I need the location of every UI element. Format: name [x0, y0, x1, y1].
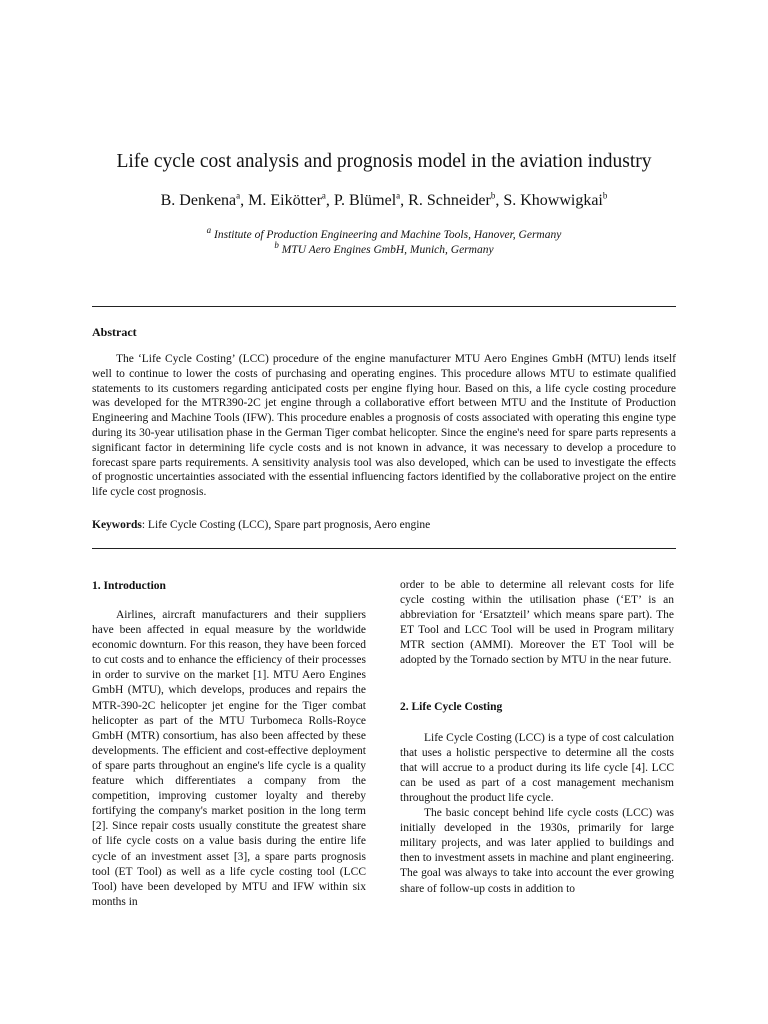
top-divider — [92, 306, 676, 307]
affiliation-b — [0, 240, 768, 258]
author-list — [0, 190, 768, 212]
author-name: S. Khowwigkai — [503, 192, 603, 209]
left-column — [92, 578, 366, 910]
affiliation-mark: a — [206, 225, 212, 236]
author-name: B. Denkena — [160, 192, 237, 209]
author-affiliation-mark: b — [602, 190, 608, 201]
author-separator: , — [495, 192, 504, 209]
author-affiliation-mark: a — [396, 190, 401, 201]
keywords-line — [92, 518, 676, 533]
right-column — [400, 578, 674, 897]
abstract-heading: Abstract — [92, 325, 137, 339]
intro-paragraph-continued: order to be able to determine all relevant costs for life cycle costing within the utilisation phase (‘ET’ is an abbreviation for ‘Ersatzteil’ which means spare part). The ET Tool and LCC Tool will be used in Program military MTR section (AMMI). Moreover the ET Tool will be adopted by the Tornado section by MTU in the near future. — [400, 579, 674, 667]
lcc-paragraph-1: Life Cycle Costing (LCC) is a type of cost calculation that uses a holistic perspective to determine all the costs that will accrue to a product during its life cycle [4]. LCC can be used as part of a cost management mechanism throughout the product life cycle. — [400, 731, 674, 804]
keywords-label: Keywords — [92, 519, 142, 531]
author-affiliation-mark: a — [321, 190, 326, 201]
abstract-text: The ‘Life Cycle Costing’ (LCC) procedure of the engine manufacturer MTU Aero Engines GmbH (MTU) lends itself well to continue to lower the costs of purchasing and operating engines. This procedure allows MTU to estimate qualified statements to its customers regarding anticipated costs per engine flying hour. Based on this, a life cycle costing procedure was developed for the MTR390-2C jet engine through a collaborative effort between MTU and the Institute of Production Engineering and Machine Tools (IFW). This procedure enables a prognosis of costs associated with operating this engine type during its 30-year utilisation phase in the German Tiger combat helicopter. Since the engine's need for spare parts represents a significant factor in determining life cycle costs and is not known in advance, it was necessary to develop a procedure to forecast spare parts requirements. A sensitivity analysis tool was also developed, which can be used to investigate the effects of prognostic uncertainties associated with the essential influencing factors identified by the collaborative project on the entire life cycle cost prognosis. — [92, 353, 676, 499]
keywords-text: : Life Cycle Costing (LCC), Spare part prognosis, Aero engine — [141, 519, 431, 531]
affiliation-text: Institute of Production Engineering and Machine Tools, Hanover, Germany — [214, 229, 562, 241]
author-separator: , — [325, 192, 334, 209]
author-name: R. Schneider — [408, 192, 491, 209]
affiliation-text: MTU Aero Engines GmbH, Munich, Germany — [281, 244, 494, 256]
affiliation-mark: b — [274, 240, 279, 251]
lcc-paragraph-2: The basic concept behind life cycle costs (LCC) was initially developed in the 1930s, primarily for large military projects, and was later applied to buildings and then to investment assets in machine and plant engineering. The goal was always to take into account the ever growing share of follow-up costs in addition to — [400, 807, 674, 895]
affiliation-a — [0, 225, 768, 243]
author-separator: , — [240, 192, 249, 209]
paper-title: Life cycle cost analysis and prognosis model in the aviation industry — [116, 151, 652, 172]
author-separator: , — [400, 192, 409, 209]
section-heading-introduction: 1. Introduction — [92, 580, 166, 592]
bottom-divider — [92, 548, 676, 549]
intro-paragraph: Airlines, aircraft manufacturers and their suppliers have been affected in equal measure by the worldwide economic downturn. For this reason, they have been forced to cut costs and to enhance the efficiency of their processes in order to survive on the market [1]. MTU Aero Engines GmbH (MTU), which develops, produces and repairs the MTR-390-2C helicopter jet engine for the Tiger combat helicopter as part of the MTU Turbomeca Rolls-Royce GmbH (MTR) consortium, has also been affected by these developments. The efficient and cost-effective deployment of spare parts throughout an engine's life cycle is a quality feature which differentiates a company from the competition, improving customer loyalty and thereby fortifying the company's market position in the long term [2]. Since repair costs usually constitute the greatest share of life cycle costs on a value basis during the entire life cycle of an investment asset [3], a spare parts prognosis tool (ET Tool) as well as a life cycle costing tool (LCC Tool) have been developed by MTU and IFW within six months in — [92, 609, 366, 908]
author-affiliation-mark: a — [236, 190, 241, 201]
author-name: M. Eikötter — [248, 192, 322, 209]
author-name: P. Blümel — [333, 192, 397, 209]
section-heading-life-cycle-costing: 2. Life Cycle Costing — [400, 700, 503, 713]
author-affiliation-mark: b — [490, 190, 496, 201]
